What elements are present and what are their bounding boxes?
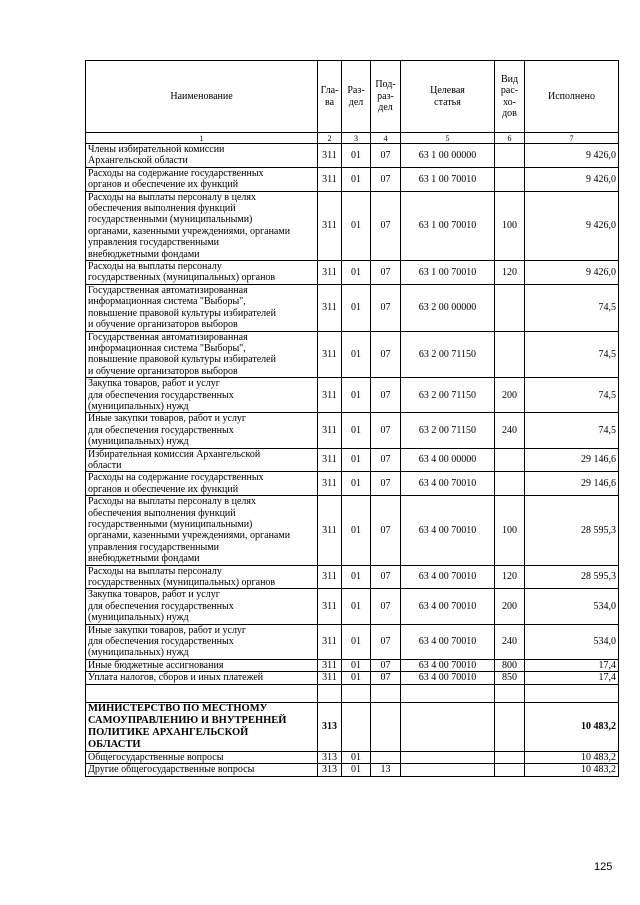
- cell-podrazdel: 07: [371, 659, 401, 671]
- cell-target: [401, 702, 495, 751]
- table-row: [86, 261, 619, 285]
- page-number: 125: [594, 861, 613, 873]
- cell-podrazdel: 07: [371, 284, 401, 331]
- cell-name: Расходы на выплаты персоналу государственных (муниципальных) органов: [86, 565, 318, 589]
- cell-target: 63 1 00 70010: [401, 261, 495, 285]
- cell-executed: 17,4: [525, 659, 619, 671]
- cell-glava: [318, 684, 342, 702]
- table-row: [86, 144, 619, 168]
- cell-razdel: [342, 684, 371, 702]
- table-row: [86, 331, 619, 378]
- cell-razdel: 01: [342, 672, 371, 684]
- cell-glava: 311: [318, 589, 342, 624]
- cell-executed: 74,5: [525, 413, 619, 448]
- cell-podrazdel: 07: [371, 624, 401, 659]
- table-row: [86, 284, 619, 331]
- cell-executed: 9 426,0: [525, 167, 619, 191]
- cell-executed: 29 146,6: [525, 472, 619, 496]
- column-number: 3: [342, 133, 371, 144]
- cell-razdel: [342, 702, 371, 751]
- table-row: [86, 472, 619, 496]
- table-row: [86, 565, 619, 589]
- cell-podrazdel: 07: [371, 167, 401, 191]
- table-row: [86, 496, 619, 565]
- cell-glava: 311: [318, 565, 342, 589]
- header-target: Целевая статья: [401, 61, 495, 133]
- cell-executed: 29 146,6: [525, 448, 619, 472]
- cell-name: Иные бюджетные ассигнования: [86, 659, 318, 671]
- cell-executed: 17,4: [525, 672, 619, 684]
- cell-target: 63 4 00 70010: [401, 565, 495, 589]
- cell-glava: 311: [318, 167, 342, 191]
- cell-razdel: 01: [342, 331, 371, 378]
- cell-target: [401, 684, 495, 702]
- cell-podrazdel: [371, 684, 401, 702]
- cell-name: Уплата налогов, сборов и иных платежей: [86, 672, 318, 684]
- cell-name: Расходы на выплаты персоналу в целях обеспечения выполнения функций государственными (муниципальными) органами, казенными учреждениями, органами управления государственными внебюджетными фондами: [86, 191, 318, 260]
- cell-executed: 74,5: [525, 284, 619, 331]
- cell-razdel: 01: [342, 751, 371, 763]
- cell-podrazdel: 07: [371, 378, 401, 413]
- cell-vid: [495, 331, 525, 378]
- cell-glava: 311: [318, 144, 342, 168]
- cell-executed: 9 426,0: [525, 261, 619, 285]
- cell-target: 63 4 00 70010: [401, 624, 495, 659]
- cell-target: 63 1 00 00000: [401, 144, 495, 168]
- cell-razdel: 01: [342, 191, 371, 260]
- cell-vid: [495, 167, 525, 191]
- cell-razdel: 01: [342, 284, 371, 331]
- cell-target: 63 4 00 70010: [401, 659, 495, 671]
- column-number: 4: [371, 133, 401, 144]
- cell-razdel: 01: [342, 413, 371, 448]
- cell-name: Закупка товаров, работ и услуг для обеспечения государственных (муниципальных) нужд: [86, 589, 318, 624]
- cell-executed: 10 483,2: [525, 702, 619, 751]
- cell-executed: 534,0: [525, 624, 619, 659]
- cell-glava: 311: [318, 378, 342, 413]
- column-number-row: [86, 133, 619, 144]
- table-row: [86, 191, 619, 260]
- cell-razdel: 01: [342, 624, 371, 659]
- cell-name: Расходы на содержание государственных органов и обеспечение их функций: [86, 472, 318, 496]
- cell-name: Избирательная комиссия Архангельской области: [86, 448, 318, 472]
- table-row: [86, 624, 619, 659]
- table-row: [86, 448, 619, 472]
- column-number: 1: [86, 133, 318, 144]
- cell-glava: 311: [318, 191, 342, 260]
- cell-razdel: 01: [342, 144, 371, 168]
- cell-razdel: 01: [342, 764, 371, 776]
- cell-target: [401, 751, 495, 763]
- cell-vid: 240: [495, 624, 525, 659]
- table-row: [86, 672, 619, 684]
- cell-vid: 240: [495, 413, 525, 448]
- table-row: [86, 702, 619, 751]
- cell-name: Члены избирательной комиссии Архангельской области: [86, 144, 318, 168]
- cell-name: Расходы на выплаты персоналу в целях обеспечения выполнения функций государственными (муниципальными) органами, казенными учреждениями, органами управления государственными внебюджетными фондами: [86, 496, 318, 565]
- cell-razdel: 01: [342, 378, 371, 413]
- column-number: 7: [525, 133, 619, 144]
- header-executed: Исполнено: [525, 61, 619, 133]
- header-razdel: Раз- дел: [342, 61, 371, 133]
- cell-vid: [495, 284, 525, 331]
- cell-glava: 311: [318, 672, 342, 684]
- cell-target: [401, 764, 495, 776]
- cell-podrazdel: 07: [371, 191, 401, 260]
- cell-vid: 850: [495, 672, 525, 684]
- table-row: [86, 659, 619, 671]
- cell-razdel: 01: [342, 496, 371, 565]
- cell-executed: [525, 684, 619, 702]
- cell-vid: [495, 702, 525, 751]
- cell-vid: [495, 448, 525, 472]
- cell-razdel: 01: [342, 589, 371, 624]
- cell-razdel: 01: [342, 472, 371, 496]
- cell-podrazdel: 07: [371, 331, 401, 378]
- cell-vid: 200: [495, 589, 525, 624]
- cell-executed: 28 595,3: [525, 496, 619, 565]
- cell-target: 63 2 00 71150: [401, 331, 495, 378]
- cell-target: 63 4 00 70010: [401, 496, 495, 565]
- cell-glava: 311: [318, 413, 342, 448]
- cell-glava: 311: [318, 624, 342, 659]
- cell-vid: 200: [495, 378, 525, 413]
- table-row: [86, 764, 619, 776]
- cell-vid: [495, 684, 525, 702]
- cell-name: Иные закупки товаров, работ и услуг для обеспечения государственных (муниципальных) нужд: [86, 413, 318, 448]
- cell-glava: 311: [318, 261, 342, 285]
- table-row: [86, 684, 619, 702]
- cell-executed: 9 426,0: [525, 144, 619, 168]
- header-glava: Гла- ва: [318, 61, 342, 133]
- header-podrazdel: Под- раз- дел: [371, 61, 401, 133]
- cell-executed: 10 483,2: [525, 751, 619, 763]
- cell-name: Иные закупки товаров, работ и услуг для обеспечения государственных (муниципальных) нужд: [86, 624, 318, 659]
- cell-podrazdel: 07: [371, 672, 401, 684]
- cell-glava: 311: [318, 331, 342, 378]
- cell-glava: 313: [318, 764, 342, 776]
- column-number: 2: [318, 133, 342, 144]
- cell-razdel: 01: [342, 448, 371, 472]
- cell-glava: 311: [318, 496, 342, 565]
- cell-vid: 100: [495, 191, 525, 260]
- cell-name: Общегосударственные вопросы: [86, 751, 318, 763]
- cell-name: [86, 684, 318, 702]
- header-name: Наименование: [86, 61, 318, 133]
- cell-podrazdel: 07: [371, 144, 401, 168]
- cell-vid: [495, 764, 525, 776]
- cell-executed: 534,0: [525, 589, 619, 624]
- cell-vid: 120: [495, 565, 525, 589]
- cell-podrazdel: 07: [371, 565, 401, 589]
- cell-name: Государственная автоматизированная информационная система "Выборы", повышение правовой культуры избирателей и обучение организаторов выборов: [86, 284, 318, 331]
- cell-podrazdel: 13: [371, 764, 401, 776]
- cell-vid: 100: [495, 496, 525, 565]
- cell-podrazdel: [371, 702, 401, 751]
- table-row: [86, 378, 619, 413]
- cell-vid: [495, 472, 525, 496]
- cell-vid: 800: [495, 659, 525, 671]
- cell-podrazdel: 07: [371, 448, 401, 472]
- cell-glava: 311: [318, 472, 342, 496]
- cell-podrazdel: [371, 751, 401, 763]
- cell-target: 63 1 00 70010: [401, 191, 495, 260]
- cell-glava: 311: [318, 659, 342, 671]
- cell-executed: 10 483,2: [525, 764, 619, 776]
- cell-name: Закупка товаров, работ и услуг для обеспечения государственных (муниципальных) нужд: [86, 378, 318, 413]
- cell-glava: 311: [318, 448, 342, 472]
- cell-podrazdel: 07: [371, 413, 401, 448]
- cell-razdel: 01: [342, 167, 371, 191]
- table-row: [86, 589, 619, 624]
- cell-target: 63 1 00 70010: [401, 167, 495, 191]
- cell-executed: 28 595,3: [525, 565, 619, 589]
- cell-name: Другие общегосударственные вопросы: [86, 764, 318, 776]
- cell-target: 63 2 00 00000: [401, 284, 495, 331]
- table-row: [86, 413, 619, 448]
- cell-target: 63 4 00 70010: [401, 672, 495, 684]
- cell-target: 63 4 00 00000: [401, 448, 495, 472]
- cell-razdel: 01: [342, 261, 371, 285]
- table-body: [86, 144, 619, 777]
- cell-target: 63 2 00 71150: [401, 413, 495, 448]
- cell-podrazdel: 07: [371, 472, 401, 496]
- cell-podrazdel: 07: [371, 589, 401, 624]
- cell-vid: [495, 751, 525, 763]
- table-header-row: [86, 61, 619, 133]
- cell-glava: 311: [318, 284, 342, 331]
- cell-name: Государственная автоматизированная информационная система "Выборы", повышение правовой культуры избирателей и обучение организаторов выборов: [86, 331, 318, 378]
- cell-vid: [495, 144, 525, 168]
- cell-executed: 74,5: [525, 331, 619, 378]
- table-row: [86, 751, 619, 763]
- cell-executed: 74,5: [525, 378, 619, 413]
- cell-podrazdel: 07: [371, 496, 401, 565]
- column-number: 6: [495, 133, 525, 144]
- cell-name: Расходы на содержание государственных органов и обеспечение их функций: [86, 167, 318, 191]
- cell-razdel: 01: [342, 659, 371, 671]
- table-row: [86, 167, 619, 191]
- cell-target: 63 4 00 70010: [401, 472, 495, 496]
- cell-razdel: 01: [342, 565, 371, 589]
- cell-podrazdel: 07: [371, 261, 401, 285]
- column-number: 5: [401, 133, 495, 144]
- budget-execution-table: [85, 60, 619, 777]
- cell-executed: 9 426,0: [525, 191, 619, 260]
- cell-name: МИНИСТЕРСТВО ПО МЕСТНОМУ САМОУПРАВЛЕНИЮ И ВНУТРЕННЕЙ ПОЛИТИКЕ АРХАНГЕЛЬСКОЙ ОБЛАСТИ: [86, 702, 318, 751]
- header-vid: Вид рас- хо- дов: [495, 61, 525, 133]
- cell-target: 63 4 00 70010: [401, 589, 495, 624]
- cell-name: Расходы на выплаты персоналу государственных (муниципальных) органов: [86, 261, 318, 285]
- cell-glava: 313: [318, 751, 342, 763]
- cell-target: 63 2 00 71150: [401, 378, 495, 413]
- cell-glava: 313: [318, 702, 342, 751]
- cell-vid: 120: [495, 261, 525, 285]
